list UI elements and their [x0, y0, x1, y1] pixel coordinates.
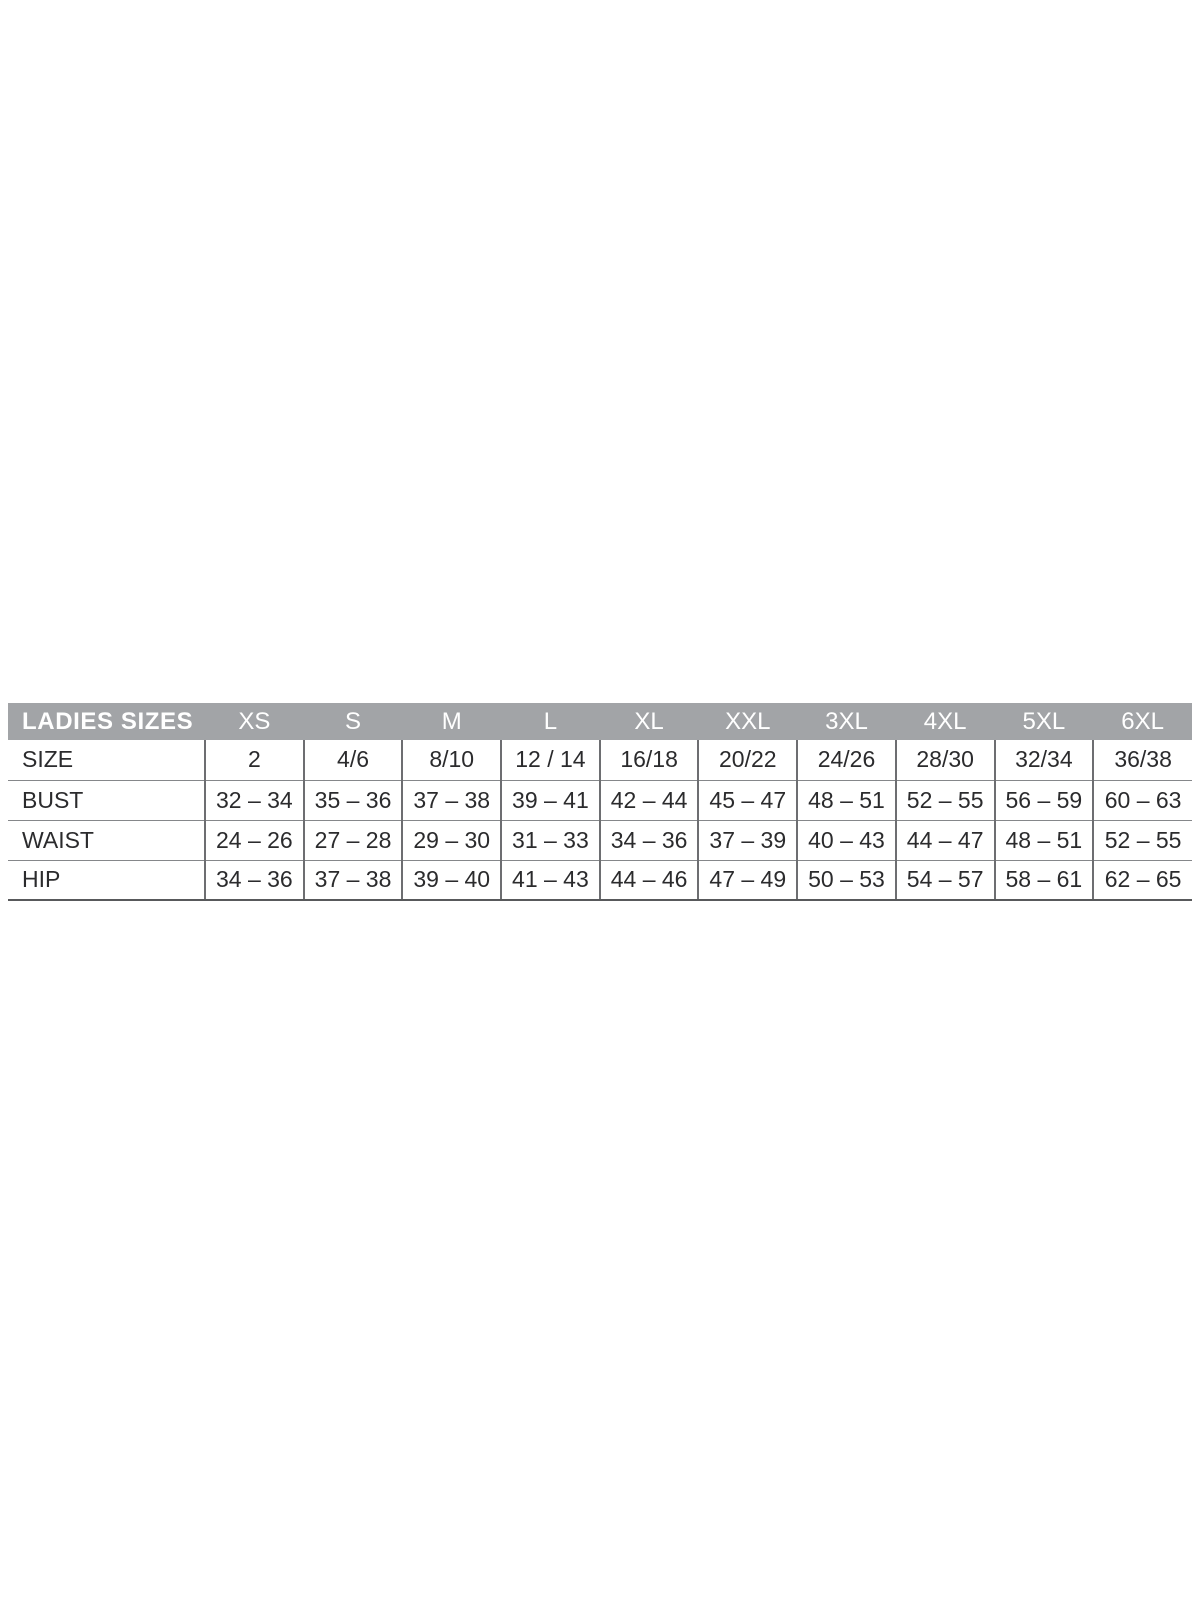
size-cell: 50 – 53: [797, 860, 896, 900]
table-header-row: [8, 703, 1192, 740]
size-cell: 42 – 44: [600, 780, 699, 820]
size-cell: 36/38: [1093, 740, 1192, 780]
size-cell: 44 – 47: [896, 820, 995, 860]
size-cell: 39 – 40: [402, 860, 501, 900]
size-cell: 60 – 63: [1093, 780, 1192, 820]
row-label: WAIST: [8, 820, 205, 860]
column-header-xs: XS: [205, 703, 304, 740]
column-header-6xl: 6XL: [1093, 703, 1192, 740]
column-header-m: M: [402, 703, 501, 740]
table-row-size: [8, 740, 1192, 780]
size-cell: 24/26: [797, 740, 896, 780]
size-cell: 62 – 65: [1093, 860, 1192, 900]
size-cell: 40 – 43: [797, 820, 896, 860]
column-header-s: S: [304, 703, 403, 740]
size-cell: 4/6: [304, 740, 403, 780]
size-cell: 8/10: [402, 740, 501, 780]
size-cell: 32/34: [995, 740, 1094, 780]
size-cell: 2: [205, 740, 304, 780]
column-header-l: L: [501, 703, 600, 740]
size-cell: 37 – 38: [304, 860, 403, 900]
size-cell: 56 – 59: [995, 780, 1094, 820]
size-cell: 45 – 47: [698, 780, 797, 820]
size-cell: 54 – 57: [896, 860, 995, 900]
size-cell: 29 – 30: [402, 820, 501, 860]
size-cell: 27 – 28: [304, 820, 403, 860]
size-cell: 48 – 51: [797, 780, 896, 820]
size-cell: 37 – 39: [698, 820, 797, 860]
size-cell: 20/22: [698, 740, 797, 780]
size-cell: 34 – 36: [600, 820, 699, 860]
ladies-size-chart: [8, 703, 1192, 901]
size-cell: 34 – 36: [205, 860, 304, 900]
row-label: SIZE: [8, 740, 205, 780]
size-cell: 31 – 33: [501, 820, 600, 860]
size-cell: 48 – 51: [995, 820, 1094, 860]
size-cell: 37 – 38: [402, 780, 501, 820]
size-cell: 12 / 14: [501, 740, 600, 780]
column-header-3xl: 3XL: [797, 703, 896, 740]
size-cell: 39 – 41: [501, 780, 600, 820]
size-cell: 32 – 34: [205, 780, 304, 820]
size-cell: 52 – 55: [896, 780, 995, 820]
row-label: BUST: [8, 780, 205, 820]
table-row-waist: [8, 820, 1192, 860]
size-cell: 52 – 55: [1093, 820, 1192, 860]
size-cell: 58 – 61: [995, 860, 1094, 900]
column-header-5xl: 5XL: [995, 703, 1094, 740]
column-header-xl: XL: [600, 703, 699, 740]
row-label: HIP: [8, 860, 205, 900]
table-title: LADIES SIZES: [8, 703, 205, 740]
size-cell: 47 – 49: [698, 860, 797, 900]
table-row-bust: [8, 780, 1192, 820]
size-cell: 41 – 43: [501, 860, 600, 900]
column-header-xxl: XXL: [698, 703, 797, 740]
size-cell: 44 – 46: [600, 860, 699, 900]
size-cell: 24 – 26: [205, 820, 304, 860]
table-row-hip: [8, 860, 1192, 900]
size-cell: 35 – 36: [304, 780, 403, 820]
table-body: [8, 740, 1192, 900]
column-header-4xl: 4XL: [896, 703, 995, 740]
size-cell: 16/18: [600, 740, 699, 780]
size-cell: 28/30: [896, 740, 995, 780]
